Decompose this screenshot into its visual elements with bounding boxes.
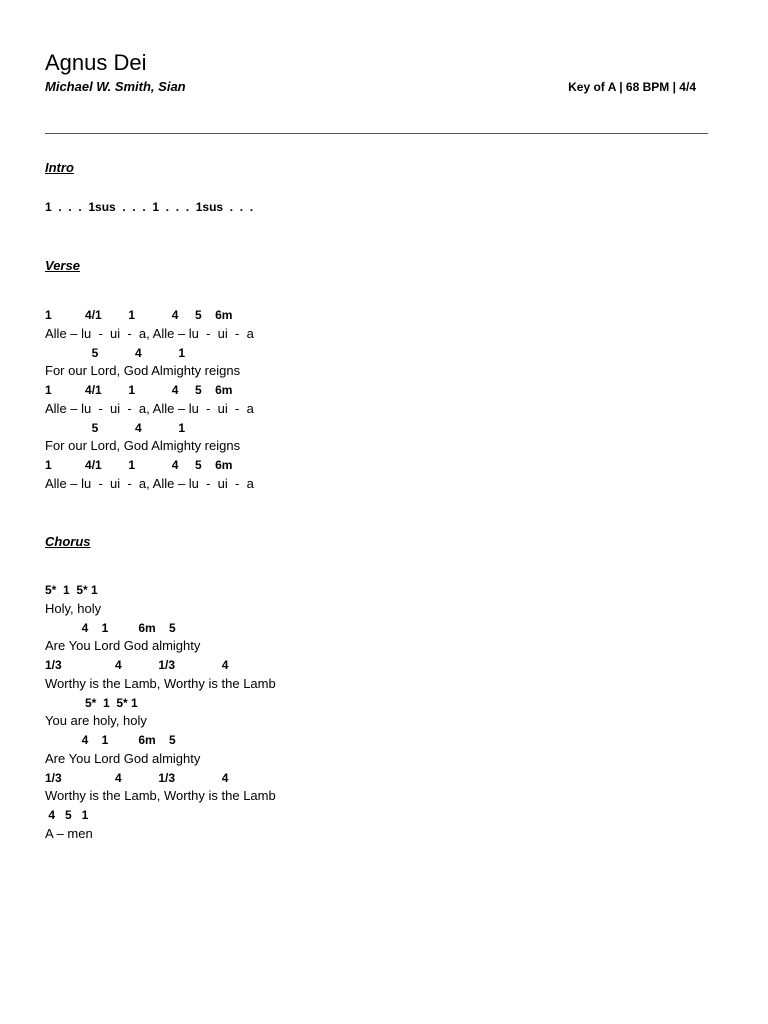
lyric-line: Worthy is the Lamb, Worthy is the Lamb (45, 675, 276, 691)
chord-line: 5 4 1 (45, 420, 186, 435)
lyric-line: For our Lord, God Almighty reigns (45, 438, 241, 454)
lyric-line: A – men (45, 825, 93, 841)
lyric-line: Alle – lu - ui - a, Alle – lu - ui - a (45, 400, 254, 416)
chord-line: 4 5 1 (45, 808, 89, 822)
chord-line: 5 4 1 (45, 345, 186, 360)
lyric-line: Are You Lord God almighty (45, 750, 201, 766)
song-title: Agnus Dei (45, 50, 147, 75)
chord-line: 1 4/1 1 4 5 6m (45, 383, 233, 397)
chord-line: 1/3 4 1/3 4 (45, 658, 229, 672)
lyric-line: Are You Lord God almighty (45, 638, 201, 654)
lyric-line: You are holy, holy (45, 713, 147, 729)
lyric-line: Worthy is the Lamb, Worthy is the Lamb (45, 788, 276, 804)
chord-line: 1 4/1 1 4 5 6m (45, 458, 233, 472)
verse-heading: Verse (45, 258, 80, 273)
chord-line: 1 4/1 1 4 5 6m (45, 308, 233, 322)
chord-line: 5* 1 5* 1 (45, 583, 98, 597)
lyric-line: Alle – lu - ui - a, Alle – lu - ui - a (45, 475, 254, 491)
header-divider (45, 133, 708, 134)
chord-line: 5* 1 5* 1 (45, 695, 138, 710)
song-artist: Michael W. Smith, Sian (45, 79, 186, 94)
chorus-heading: Chorus (45, 534, 91, 549)
song-meta: Key of A | 68 BPM | 4/4 (568, 80, 696, 94)
chord-line: 1/3 4 1/3 4 (45, 770, 229, 785)
intro-heading: Intro (45, 160, 74, 175)
intro-chords: 1 . . . 1sus . . . 1 . . . 1sus . . . (45, 200, 254, 214)
chord-line: 4 1 6m 5 (45, 733, 176, 747)
chord-line: 4 1 6m 5 (45, 620, 176, 635)
lyric-line: Holy, holy (45, 600, 102, 616)
lyric-line: For our Lord, God Almighty reigns (45, 363, 241, 379)
lyric-line: Alle – lu - ui - a, Alle – lu - ui - a (45, 325, 254, 341)
